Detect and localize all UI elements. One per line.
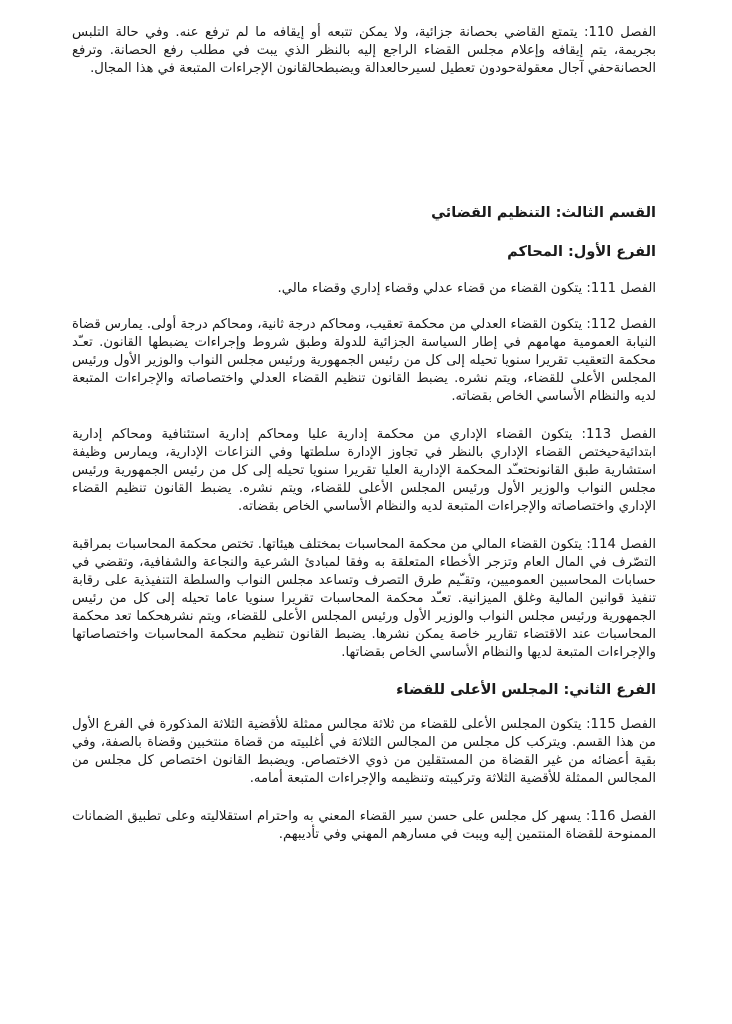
spacer <box>72 406 656 426</box>
spacer <box>72 262 656 280</box>
spacer <box>72 78 656 203</box>
spacer <box>72 788 656 808</box>
spacer <box>72 662 656 680</box>
branch-1-heading: الفرع الأول: المحاكم <box>507 244 656 260</box>
spacer <box>72 223 656 242</box>
section-heading: القسم الثالث: التنظيم القضائي <box>431 205 656 221</box>
article-113-paragraph: الفصل 113: يتكون القضاء الإداري من محكمة إدارية عليا ومحاكم إدارية استئنافية ومحاكم إدارية ابتدائيةحيختص القضاء الإداري بالنظر في تجاوز الإدارة سلطتها وفي النزاعات الإدارية، ويمارس وظيفة استشارية طبق القانونحتعـّد المحكمة الإدارية العليا تقريرا سنويا تحيله إلى كل من رئيس الجمهورية ورئيس مجلس النواب والوزير الأول ورئيس المجلس الأعلى للقضاء، ويتم نشره. يضبط القانون تنظيم القضاء الإداري واختصاصاته والإجراءات المتبعة لديه والنظام الأساسي الخاص بقضاته. <box>72 427 656 514</box>
branch-2-heading: الفرع الثاني: المجلس الأعلى للقضاء <box>396 682 656 698</box>
spacer <box>72 516 656 536</box>
spacer <box>72 700 656 716</box>
spacer <box>72 298 656 316</box>
article-114-paragraph: الفصل 114: يتكون القضاء المالي من محكمة المحاسبات بمختلف هيئاتها. تختص محكمة المحاسبات بمراقبة التصّرف في المال العام وتزجر الأخطاء المتعلقة به وفقا لمبادئ الشرعية والنجاعة والشفافية، وتقضي في حسابات المحاسبين العموميين، وتقـّيم طرق التصرف وتساعد مجلس النواب والسلطة التنفيذية على رقابة تنفيذ قوانين المالية وغلق الميزانية. تعـّد محكمة المحاسبات تقريرا سنويا عاما تحيله إلى كل من رئيس الجمهورية ورئيس مجلس النواب والوزير الأول ورئيس المجلس الأعلى للقضاء، ويتم نشرهحكما تعد محكمة المحاسبات عند الاقتضاء تقارير خاصة يمكن نشرها. يضبط القانون تنظيم محكمة المحاسبات واختصاصاتها والإجراءات المتبعة لديها والنظام الأساسي الخاص بقضاتها. <box>72 537 656 660</box>
article-116-paragraph: الفصل 116: يسهر كل مجلس على حسن سير القضاء المعني به واحترام استقلاليته وعلى تطبيق الضمانات الممنوحة للقضاة المنتمين إليه ويبت في مسارهم المهني وفي تأديبهم. <box>72 809 656 842</box>
article-115-paragraph: الفصل 115: يتكون المجلس الأعلى للقضاء من ثلاثة مجالس ممثلة للأقضية الثلاثة المذكورة في الفرع الأول من هذا القسم. ويتركب كل مجلس من المجالس الثلاثة في أغلبيته من قضاة منتخبين وقضاة بالصفة، وفي بقية أعضائه من غير القضاة من المستقلين من ذوي الاختصاص. ويضبط القانون اختصاص كل مجلس من المجالس الممثلة للأقضية الثلاثة وتركيبته وتنظيمه والإجراءات المتبعة أمامه. <box>72 717 657 786</box>
article-112-paragraph: الفصل 112: يتكون القضاء العدلي من محكمة تعقيب، ومحاكم درجة ثانية، ومحاكم درجة أولى. يمارس قضاة النيابة العمومية مهامهم في إطار السياسة الجزائية للدولة وطبق شروط وإجراءات يضبطها القانون. تعـّد محكمة التعقيب تقريرا سنويا تحيله إلى كل من رئيس الجمهورية ورئيس مجلس النواب والوزير الأول ورئيس المجلس الأعلى للقضاء، ويتم نشره. يضبط القانون تنظيم القضاء العدلي واختصاصاته والإجراءات المتبعة لديه والنظام الأساسي الخاص بقضاته. <box>72 317 656 404</box>
article-111-paragraph: الفصل 111: يتكون القضاء من قضاء عدلي وقضاء إداري وقضاء مالي. <box>277 281 656 296</box>
article-110-paragraph: الفصل 110: يتمتع القاضي بحصانة جزائية، ولا يمكن تتبعه أو إيقافه ما لم ترفع عنه. وفي حالة التلبس بجريمة، يتم إيقافه وإعلام مجلس القضاء الراجع إليه بالنظر الذي يبت في مطلب رفع الحصانة. وترفع الحصانةحفي آجال معقولةحودون تعطيل لسيرحالعدالة ويضبطحالقانون الإجراءات المتبعة في هذا المجال. <box>72 25 656 76</box>
